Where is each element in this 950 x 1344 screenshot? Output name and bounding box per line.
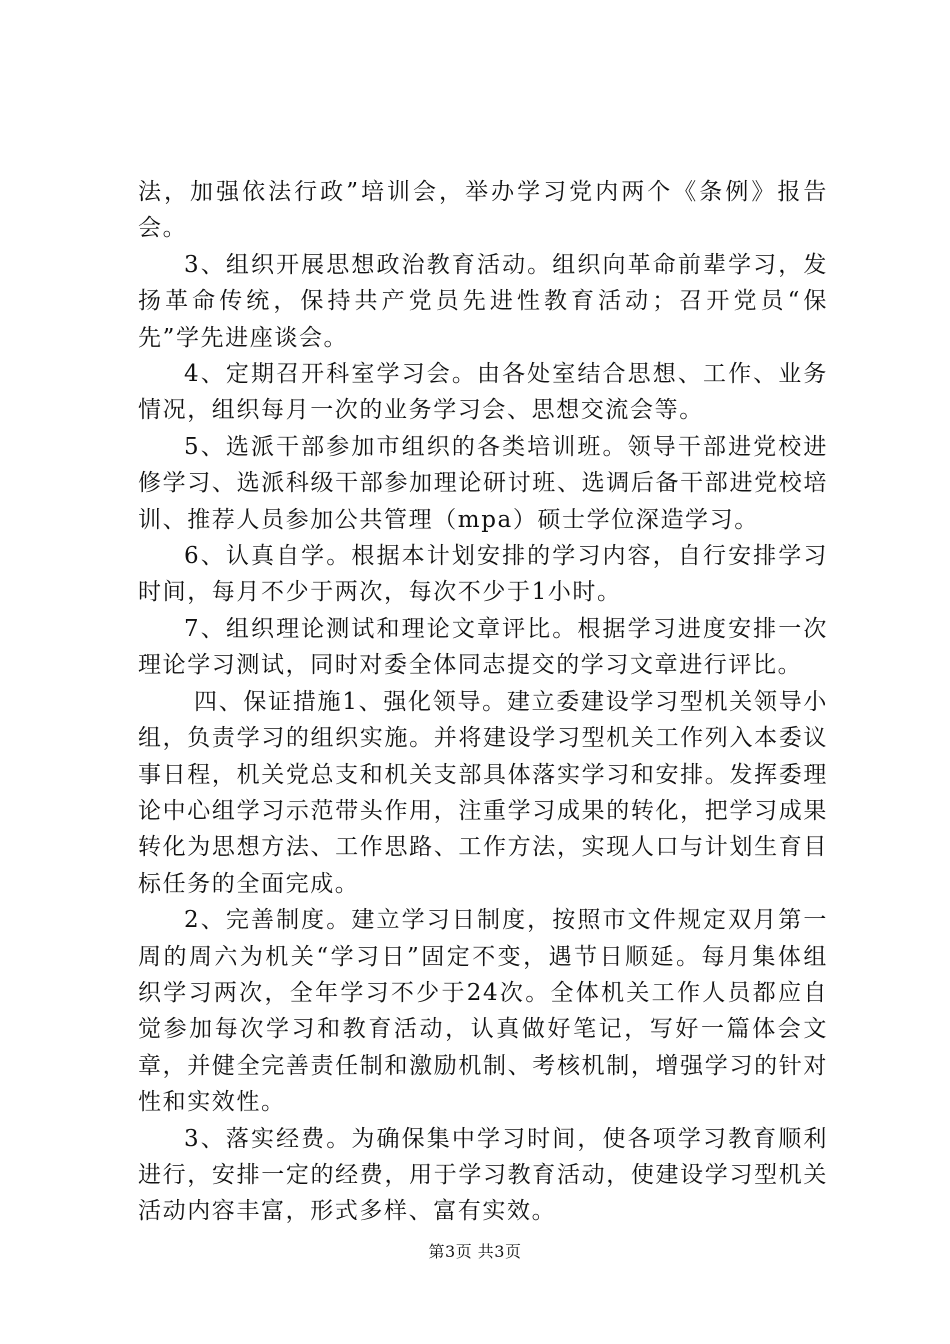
paragraph-item-6: 6、认真自学。根据本计划安排的学习内容，自行安排学习时间，每月不少于两次，每次不少于1小时。 [138, 543, 828, 606]
document-body [138, 174, 828, 1230]
paragraph-section-four: 四、保证措施1、强化领导。建立委建设学习型机关领导小组，负责学习的组织实施。并将建设学习型机关工作列入本委议事日程，机关党总支和机关支部具体落实学习和安排。发挥委理论中心组学习示范带头作用，注重学习成果的转化，把学习成果转化为思想方法、工作思路、工作方法，实现人口与计划生育目标任务的全面完成。 [138, 688, 828, 897]
paragraph-item-5: 5、选派干部参加市组织的各类培训班。领导干部进党校进修学习、选派科级干部参加理论研讨班、选调后备干部进党校培训、推荐人员参加公共管理（mpa）硕士学位深造学习。 [138, 433, 828, 533]
paragraph-item-3: 3、组织开展思想政治教育活动。组织向革命前辈学习，发扬革命传统，保持共产党员先进性教育活动；召开党员“保先”学先进座谈会。 [138, 251, 828, 351]
paragraph-continuation: 法，加强依法行政”培训会，举办学习党内两个《条例》报告会。 [138, 179, 828, 242]
paragraph-item-4: 4、定期召开科室学习会。由各处室结合思想、工作、业务情况，组织每月一次的业务学习会、思想交流会等。 [138, 361, 828, 424]
paragraph-measure-2: 2、完善制度。建立学习日制度，按照市文件规定双月第一周的周六为机关“学习日”固定不变，遇节日顺延。每月集体组织学习两次，全年学习不少于24次。全体机关工作人员都应自觉参加每次学习和教育活动，认真做好笔记，写好一篇体会文章，并健全完善责任制和激励机制、考核机制，增强学习的针对性和实效性。 [138, 907, 828, 1116]
paragraph-measure-3: 3、落实经费。为确保集中学习时间，使各项学习教育顺利进行，安排一定的经费，用于学习教育活动，使建设学习型机关活动内容丰富，形式多样、富有实效。 [138, 1125, 828, 1225]
page-number-footer: 第3页 共3页 [428, 1242, 522, 1261]
paragraph-item-7: 7、组织理论测试和理论文章评比。根据学习进度安排一次理论学习测试，同时对委全体同志提交的学习文章进行评比。 [138, 615, 828, 679]
